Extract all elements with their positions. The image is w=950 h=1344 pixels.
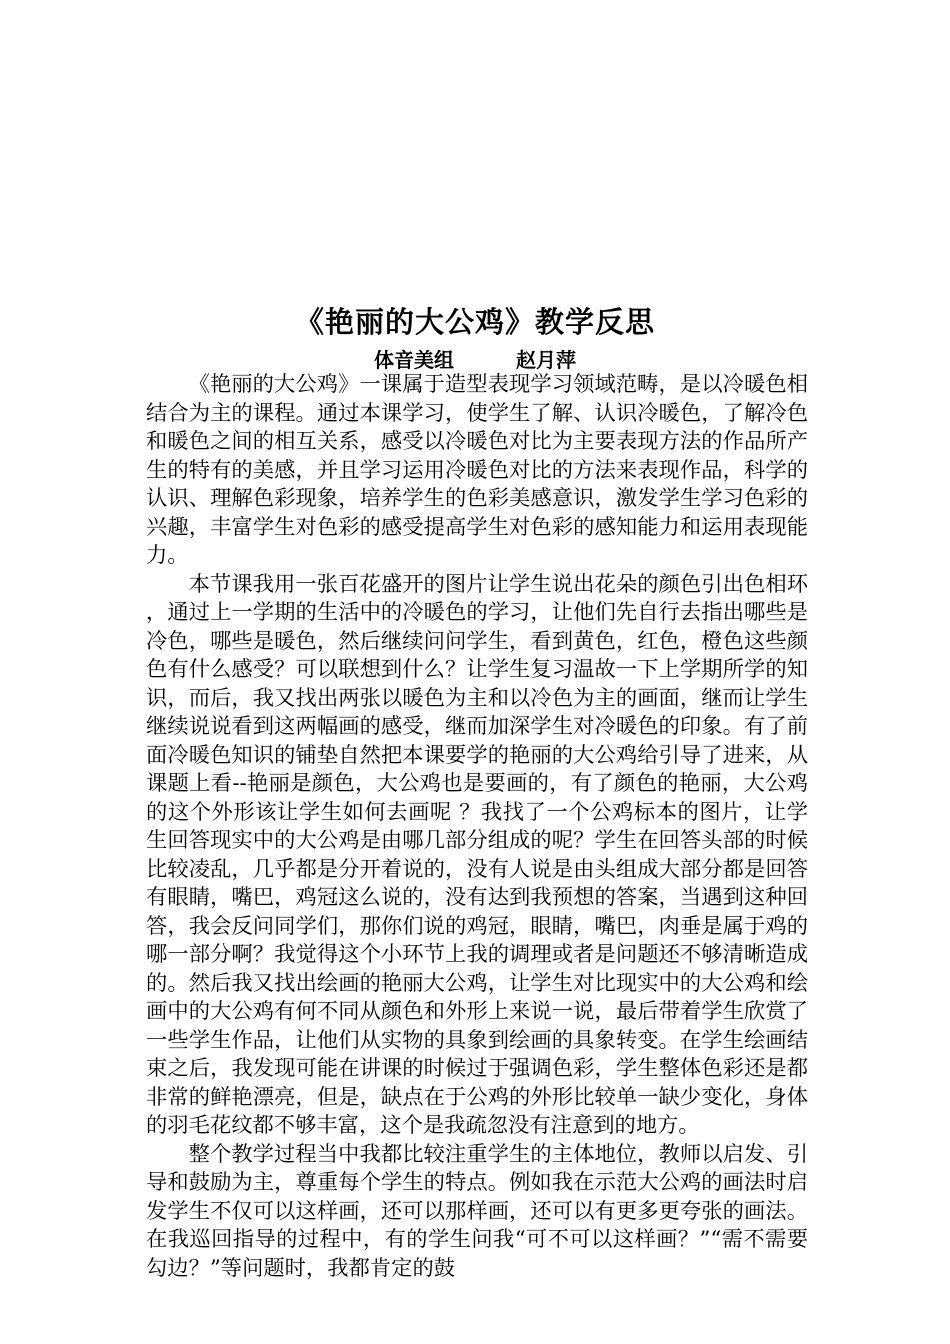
document-body [146, 371, 808, 1283]
paragraph: 《艳丽的大公鸡》一课属于造型表现学习领域范畴，是以冷暖色相结合为主的课程。通过本课学习，使学生了解、认识冷暖色，了解冷色和暖色之间的相互关系，感受以冷暖色对比为主要表现方法的作品所产生的特有的美感，并且学习运用冷暖色对比的方法来表现作品，科学的认识、理解色彩现象，培养学生的色彩美感意识，激发学生学习色彩的兴趣，丰富学生对色彩的感受提高学生对色彩的感知能力和运用表现能力。 [146, 372, 808, 568]
author-group: 体音美组 [374, 348, 454, 372]
author-name: 赵月萍 [516, 348, 576, 372]
paragraph: 整个教学过程当中我都比较注重学生的主体地位，教师以启发、引导和鼓励为主，尊重每个学生的特点。例如我在示范大公鸡的画法时启发学生不仅可以这样画，还可以那样画，还可以有更多更夸张的画法。在我巡回指导的过程中，有的学生问我“可不可以这样画？”“需不需要勾边？”等问题时，我都肯定的鼓 [146, 1141, 808, 1281]
document-title: 《艳丽的大公鸡》教学反思 [294, 305, 655, 339]
paragraph: 本节课我用一张百花盛开的图片让学生说出花朵的颜色引出色相环，通过上一学期的生活中的冷暖色的学习，让他们先自行去指出哪些是冷色，哪些是暖色，然后继续问问学生，看到黄色，红色，橙色这些颜色有什么感受？可以联想到什么？让学生复习温故一下上学期所学的知识，而后，我又找出两张以暖色为主和以冷色为主的画面，继而让学生继续说说看到这两幅画的感受，继而加深学生对冷暖色的印象。有了前面冷暖色知识的铺垫自然把本课要学的艳丽的大公鸡给引导了进来，从课题上看--艳丽是颜色，大公鸡也是要画的，有了颜色的艳丽，大公鸡的这个外形该让学生如何去画呢 ？我找了一个公鸡标本的图片，让学生回答现实中的大公鸡是由哪几部分组成的呢？学生在回答头部的时候比较凌乱，几乎都是分开着说的，没有人说是由头组成大部分都是回答有眼睛，嘴巴，鸡冠这么说的，没有达到我预想的答案，当遇到这种回答，我会反问同学们，那你们说的鸡冠，眼睛，嘴巴，肉垂是属于鸡的哪一部分啊？我觉得这个小环节上我的调理或者是问题还不够清晰造成的。然后我又找出绘画的艳丽大公鸡，让学生对比现实中的大公鸡和绘画中的大公鸡有何不同从颜色和外形上来说一说，最后带着学生欣赏了一些学生作品，让他们从实物的具象到绘画的具象转变。在学生绘画结束之后，我发现可能在讲课的时候过于强调色彩，学生整体色彩还是都非常的鲜艳漂亮，但是，缺点在于公鸡的外形比较单一缺少变化，身体的羽毛花纹都不够丰富，这个是我疏忽没有注意到的地方。 [146, 571, 808, 1138]
